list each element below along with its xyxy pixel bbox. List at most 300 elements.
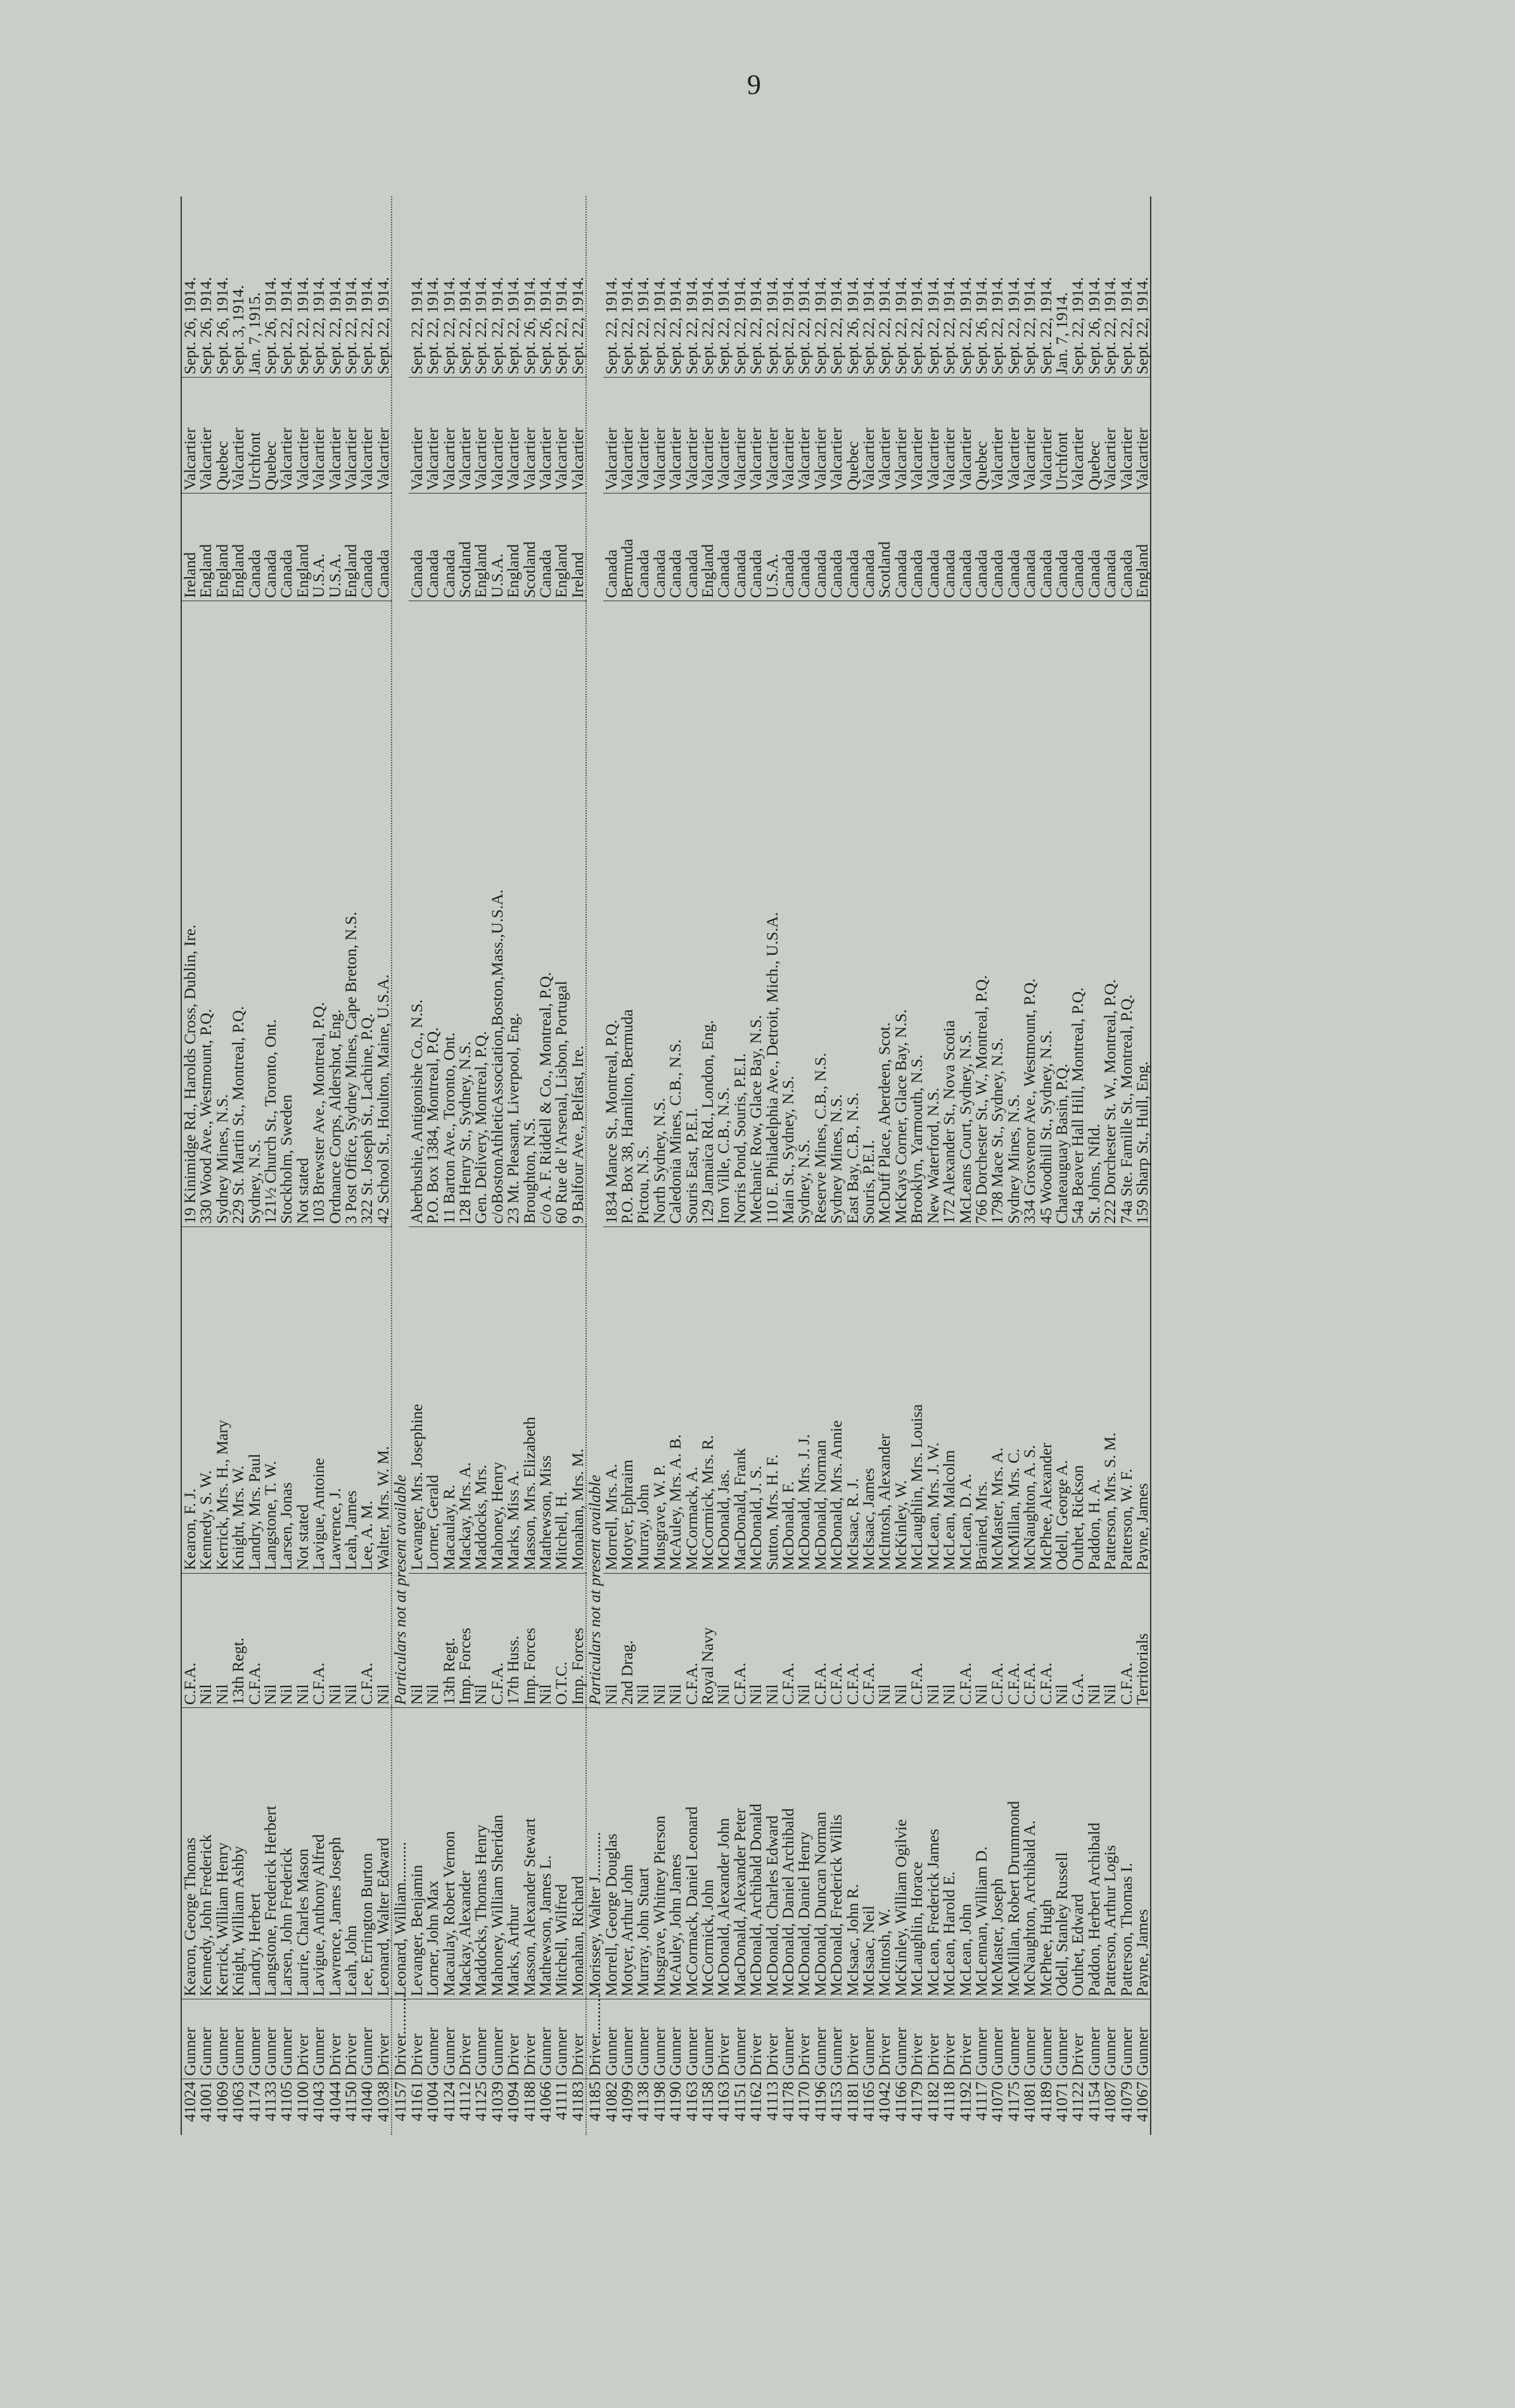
next-of-kin-cell: Knight, Mrs. W. <box>230 1226 246 1573</box>
table-row <box>230 196 246 2135</box>
regimental-number-cell: 41162 <box>748 2079 764 2135</box>
rank-cell: Driver <box>457 1999 473 2079</box>
name-cell: Patterson, Thomas I. <box>1118 1708 1134 1999</box>
country-of-birth-cell: Canada <box>684 494 700 601</box>
name-cell: Morissey, Walter J........... <box>586 1708 603 1999</box>
regimental-number-cell: 41039 <box>489 2079 505 2135</box>
regimental-number-cell: 41133 <box>262 2079 278 2135</box>
former-corps-cell: 17th Huss. <box>505 1573 521 1708</box>
address-of-next-of-kin-cell: 45 Woodhill St., Sydney, N.S. <box>1038 601 1054 1226</box>
place-of-enlistment-cell: Valcartier <box>1038 377 1054 493</box>
regimental-number-cell: 41189 <box>1038 2079 1054 2135</box>
country-of-birth-cell: Canada <box>715 494 731 601</box>
former-corps-cell: Imp. Forces <box>570 1573 586 1708</box>
next-of-kin-cell: Lee, A. M. <box>359 1226 374 1573</box>
address-of-next-of-kin-cell: Stockholm, Sweden <box>278 601 294 1226</box>
rank-cell: Gunner <box>278 1999 294 2079</box>
address-of-next-of-kin-cell: Chateauguay Basin, P.Q. <box>1054 601 1070 1226</box>
name-cell: McMaster, Joseph <box>989 1708 1005 1999</box>
former-corps-cell: Territorials <box>1134 1573 1151 1708</box>
name-cell: McIntosh, W. <box>876 1708 892 1999</box>
place-of-enlistment-cell: Valcartier <box>521 377 537 493</box>
table-row <box>327 196 343 2135</box>
table-row <box>278 196 294 2135</box>
address-of-next-of-kin-cell: P.O. Box 38, Hamilton, Bermuda <box>619 601 635 1226</box>
regimental-number-cell: 41181 <box>845 2079 860 2135</box>
country-of-birth-cell: England <box>553 494 569 601</box>
place-of-enlistment-cell: Valcartier <box>409 377 425 493</box>
next-of-kin-cell: Mahoney, Henry <box>489 1226 505 1573</box>
table-row <box>700 196 715 2135</box>
rank-cell: Driver <box>715 1999 731 2079</box>
regimental-number-cell: 41185 <box>586 2079 603 2135</box>
address-of-next-of-kin-cell: 1834 Mance St., Montreal, P.Q. <box>603 601 619 1226</box>
place-of-enlistment-cell: Valcartier <box>570 377 586 493</box>
rank-cell: Gunner <box>812 1999 828 2079</box>
next-of-kin-cell: Langstone, T. W. <box>262 1226 278 1573</box>
former-corps-cell: 2nd Drag. <box>619 1573 635 1708</box>
next-of-kin-cell: Landry, Mrs. Paul <box>246 1226 262 1573</box>
table-row <box>1054 196 1070 2135</box>
country-of-birth-cell: Canada <box>651 494 667 601</box>
next-of-kin-cell: McPhee, Alexander <box>1038 1226 1054 1573</box>
next-of-kin-cell: Musgrave, W. P. <box>651 1226 667 1573</box>
date-of-enlistment-cell: Sept. 26, 1914. <box>181 196 198 377</box>
rank-cell: Gunner <box>214 1999 230 2079</box>
table-row <box>570 196 586 2135</box>
date-of-enlistment-cell: Sept. 22, 1914. <box>714 277 733 374</box>
date-of-enlistment-cell: Sept. 22, 1914. <box>795 277 814 374</box>
country-of-birth-cell: Canada <box>635 494 651 601</box>
address-of-next-of-kin-cell: Souris, P.E.I. <box>860 601 876 1226</box>
regimental-number-cell: 41063 <box>230 2079 246 2135</box>
address-of-next-of-kin-cell: Ordnance Corps, Aldershot, Eng. <box>327 601 343 1226</box>
table-row <box>1102 196 1118 2135</box>
next-of-kin-cell: Brained, Mrs. <box>973 1226 989 1573</box>
place-of-enlistment-cell: Valcartier <box>876 377 892 493</box>
former-corps-cell: Royal Navy <box>700 1573 715 1708</box>
country-of-birth-cell: Scotland <box>876 494 892 601</box>
regimental-number-cell: 41024 <box>181 2079 198 2135</box>
table-row <box>1006 196 1021 2135</box>
former-corps-cell: O.T.C. <box>553 1573 569 1708</box>
place-of-enlistment-cell: Valcartier <box>441 377 457 493</box>
former-corps-cell: G.A. <box>1070 1573 1085 1708</box>
country-of-birth-cell: Canada <box>909 494 924 601</box>
date-of-enlistment-cell: Sept. 22, 1914. <box>891 277 910 374</box>
address-of-next-of-kin-cell: McKays Corner, Glace Bay, N.S. <box>893 601 909 1226</box>
table-row <box>715 196 731 2135</box>
former-corps-cell: Nil <box>375 1573 392 1708</box>
country-of-birth-cell: Canada <box>893 494 909 601</box>
name-cell: McAuley, John James <box>667 1708 683 1999</box>
name-cell: Landry, Herbert <box>246 1708 262 1999</box>
table-row <box>489 196 505 2135</box>
name-cell: Morrell, George Douglas <box>603 1708 619 1999</box>
name-cell: Motyer, Arthur John <box>619 1708 635 1999</box>
former-corps-cell: C.F.A. <box>989 1573 1005 1708</box>
regimental-number-cell: 41040 <box>359 2079 374 2135</box>
date-of-enlistment-cell: Sept. 22, 1914. <box>746 277 765 374</box>
place-of-enlistment-cell: Valcartier <box>1070 377 1085 493</box>
place-of-enlistment-cell: Valcartier <box>1021 377 1037 493</box>
address-of-next-of-kin-cell: Brooklyn, Yarmouth, N.S. <box>909 601 924 1226</box>
country-of-birth-cell: Canada <box>1038 494 1054 601</box>
regimental-number-cell: 41066 <box>537 2079 553 2135</box>
date-of-enlistment-cell: Sept. 22, 1914. <box>407 277 426 374</box>
next-of-kin-cell: Mackay, Mrs. A. <box>457 1226 473 1573</box>
table-row <box>505 196 521 2135</box>
former-corps-cell: Nil <box>603 1573 619 1708</box>
table-row <box>684 196 700 2135</box>
rank-cell: Gunner <box>1038 1999 1054 2079</box>
date-of-enlistment-cell: Sept. 26, 1914. <box>261 277 280 374</box>
former-corps-cell: Nil <box>425 1573 440 1708</box>
rank-cell: Gunner <box>860 1999 876 2079</box>
rank-cell: Driver <box>570 1999 586 2079</box>
place-of-enlistment-cell: Valcartier <box>989 377 1005 493</box>
country-of-birth-cell: Canada <box>359 494 374 601</box>
address-of-next-of-kin-cell: 128 Henry St., Sydney, N.S. <box>457 601 473 1226</box>
rank-cell: Driver <box>505 1999 521 2079</box>
address-of-next-of-kin-cell: 19 Kinimidge Rd., Harolds Cross, Dublin, Ire. <box>181 601 198 1226</box>
date-of-enlistment-cell: Sept. 22, 1914. <box>875 277 894 374</box>
former-corps-cell: Nil <box>748 1573 764 1708</box>
name-cell: Larsen, John Frederick <box>278 1708 294 1999</box>
name-cell: Mackay, Alexander <box>457 1708 473 1999</box>
rank-cell: Gunner <box>603 1999 619 2079</box>
regimental-number-cell: 41111 <box>553 2079 569 2135</box>
place-of-enlistment-cell: Valcartier <box>764 377 780 493</box>
next-of-kin-cell: Masson, Mrs. Elizabeth <box>521 1226 537 1573</box>
table-row <box>667 196 683 2135</box>
table-row <box>586 196 603 2135</box>
table-row <box>1038 196 1054 2135</box>
name-cell: Odell, Stanley Russell <box>1054 1708 1070 1999</box>
name-cell: McIsaac, John R. <box>845 1708 860 1999</box>
regimental-number-cell: 41196 <box>812 2079 828 2135</box>
date-of-enlistment-cell: Sept. 22, 1914. <box>309 277 328 374</box>
table-row <box>1134 196 1151 2135</box>
rank-cell: Gunner <box>1118 1999 1134 2079</box>
country-of-birth-cell: Canada <box>667 494 683 601</box>
place-of-enlistment-cell: Valcartier <box>1006 377 1021 493</box>
rank-cell: Driver <box>343 1999 359 2079</box>
place-of-enlistment-cell: Quebec <box>845 377 860 493</box>
table-row <box>828 196 844 2135</box>
rank-cell: Driver <box>941 1999 957 2079</box>
former-corps-cell: 13th Regt. <box>441 1573 457 1708</box>
table-row <box>1086 196 1102 2135</box>
date-of-enlistment-cell: Sept. 22, 1914. <box>1004 277 1023 374</box>
table-row <box>1118 196 1134 2135</box>
former-corps-cell: C.F.A. <box>780 1573 796 1708</box>
rank-cell: Driver <box>521 1999 537 2079</box>
table-row <box>780 196 796 2135</box>
date-of-enlistment-cell: Sept. 22, 1914. <box>956 277 975 374</box>
name-cell: Laurie, Charles Mason <box>295 1708 310 1999</box>
address-of-next-of-kin-cell: 766 Dorchester St., W., Montreal, P.Q. <box>973 601 989 1226</box>
table-row <box>359 196 374 2135</box>
name-cell: Maddocks, Thomas Henry <box>473 1708 489 1999</box>
next-of-kin-cell: Payne, James <box>1134 1226 1151 1573</box>
former-corps-cell: C.F.A. <box>1021 1573 1037 1708</box>
former-corps-cell: Nil <box>973 1573 989 1708</box>
regimental-number-cell: 41182 <box>925 2079 941 2135</box>
address-of-next-of-kin-cell: 54a Beaver Hall Hill, Montreal, P.Q. <box>1070 601 1085 1226</box>
place-of-enlistment-cell: Valcartier <box>310 377 326 493</box>
table-row <box>860 196 876 2135</box>
country-of-birth-cell: Canada <box>1006 494 1021 601</box>
name-cell: Monahan, Richard <box>570 1708 586 1999</box>
table-row <box>989 196 1005 2135</box>
table-row <box>198 196 214 2135</box>
date-of-enlistment-cell: Sept. 22, 1914. <box>1036 277 1055 374</box>
table-row <box>909 196 924 2135</box>
place-of-enlistment-cell: Quebec <box>262 377 278 493</box>
address-of-next-of-kin-cell: Sydney Mines, N.S. <box>828 601 844 1226</box>
name-cell: McLean, Harold E. <box>941 1708 957 1999</box>
rank-cell: Driver <box>876 1999 892 2079</box>
rank-cell: Driver <box>909 1999 924 2079</box>
particulars-note: Particulars not at present available <box>585 1474 604 1705</box>
table-row <box>473 196 489 2135</box>
next-of-kin-cell: Outhet, Rickson <box>1070 1226 1085 1573</box>
country-of-birth-cell: U.S.A. <box>489 494 505 601</box>
rank-cell: Driver <box>845 1999 860 2079</box>
date-of-enlistment-cell: Sept. 26, 1914. <box>520 277 539 374</box>
regimental-number-cell: 41044 <box>327 2079 343 2135</box>
rank-cell: Gunner <box>489 1999 505 2079</box>
place-of-enlistment-cell: Valcartier <box>909 377 924 493</box>
former-corps-cell: C.F.A. <box>684 1573 700 1708</box>
address-of-next-of-kin-cell: Sydney, N.S. <box>796 601 812 1226</box>
regimental-number-cell: 41170 <box>796 2079 812 2135</box>
table-row <box>764 196 780 2135</box>
date-of-enlistment-cell: Sept. 3, 1914. <box>229 285 248 374</box>
name-cell: Musgrave, Whitney Pierson <box>651 1708 667 1999</box>
date-of-enlistment-cell: Sept. 26, 1914. <box>196 277 215 374</box>
regimental-number-cell: 41082 <box>603 2079 619 2135</box>
date-of-enlistment-cell: Sept. 22, 1914. <box>762 277 781 374</box>
table-row <box>941 196 957 2135</box>
country-of-birth-cell: Canada <box>845 494 860 601</box>
rank-cell: Gunner <box>667 1999 683 2079</box>
country-of-birth-cell: England <box>473 494 489 601</box>
rank-cell: Driver <box>1070 1999 1085 2079</box>
address-of-next-of-kin-cell: 129 Jamaica Rd., London, Eng. <box>700 601 715 1226</box>
table-row <box>651 196 667 2135</box>
address-of-next-of-kin-cell: 322 St. Joseph St., Lachine, P.Q. <box>359 601 374 1226</box>
next-of-kin-cell: McDonald, Mrs. J. J. <box>796 1226 812 1573</box>
date-of-enlistment-cell: Sept. 22, 1914. <box>455 277 474 374</box>
date-of-enlistment-cell: Sept. 22, 1914. <box>617 277 636 374</box>
former-corps-cell: Nil <box>214 1573 230 1708</box>
regimental-number-cell: 41122 <box>1070 2079 1085 2135</box>
regimental-number-cell: 41192 <box>957 2079 973 2135</box>
country-of-birth-cell: Canada <box>262 494 278 601</box>
date-of-enlistment-cell: Sept. 22, 1914. <box>1116 277 1135 374</box>
place-of-enlistment-cell: Valcartier <box>732 377 748 493</box>
regimental-number-cell: 41038 <box>375 2079 392 2135</box>
regimental-number-cell: 41094 <box>505 2079 521 2135</box>
rank-cell: Gunner <box>473 1999 489 2079</box>
next-of-kin-cell: McLaughlin, Mrs. Louisa <box>909 1226 924 1573</box>
next-of-kin-cell: Morrell, Mrs. A. <box>603 1226 619 1573</box>
regimental-number-cell: 41001 <box>198 2079 214 2135</box>
address-of-next-of-kin-cell: Not stated <box>295 601 310 1226</box>
next-of-kin-cell: McMaster, Mrs. A. <box>989 1226 1005 1573</box>
place-of-enlistment-cell: Valcartier <box>1134 377 1151 493</box>
former-corps-cell: Imp. Forces <box>457 1573 473 1708</box>
next-of-kin-cell: McNaughton, A. S. <box>1021 1226 1037 1573</box>
address-of-next-of-kin-cell: 60 Rue de l'Arsenal, Lisbon, Portugal <box>553 601 569 1226</box>
regimental-number-cell: 41174 <box>246 2079 262 2135</box>
address-of-next-of-kin-cell: McDuff Place, Aberdeen, Scot. <box>876 601 892 1226</box>
country-of-birth-cell: England <box>1134 494 1151 601</box>
name-cell: Marks, Arthur <box>505 1708 521 1999</box>
next-of-kin-cell: Kerrick, Mrs. H., Mary <box>214 1226 230 1573</box>
date-of-enlistment-cell: Sept. 26, 1914. <box>535 277 554 374</box>
rank-cell: Gunner <box>1086 1999 1102 2079</box>
former-corps-cell: Nil <box>925 1573 941 1708</box>
address-of-next-of-kin-cell: North Sydney, N.S. <box>651 601 667 1226</box>
former-corps-cell: C.F.A. <box>489 1573 505 1708</box>
name-cell: McIsaac, Neil <box>860 1708 876 1999</box>
address-of-next-of-kin-cell: 42 School St., Houlton, Maine, U.S.A. <box>375 601 392 1226</box>
address-of-next-of-kin-cell: Norris Pond, Souris, P.E.I. <box>732 601 748 1226</box>
regimental-number-cell: 41042 <box>876 2079 892 2135</box>
address-of-next-of-kin-cell: Gen. Delivery, Montreal, P.Q. <box>473 601 489 1226</box>
place-of-enlistment-cell: Quebec <box>973 377 989 493</box>
name-cell: Leah, John <box>343 1708 359 1999</box>
next-of-kin-cell: Paddon, H. A. <box>1086 1226 1102 1573</box>
place-of-enlistment-cell: Valcartier <box>230 377 246 493</box>
date-of-enlistment-cell: Sept. 22, 1914. <box>1068 277 1087 374</box>
name-cell: MacDonald, Alexander Peter <box>732 1708 748 1999</box>
date-of-enlistment-cell: Sept. 22, 1914. <box>810 277 829 374</box>
name-cell: Mitchell, Wilfred <box>553 1708 569 1999</box>
table-row <box>973 196 989 2135</box>
address-of-next-of-kin-cell: 110 E. Philadelphia Ave., Detroit, Mich., U.S.A. <box>764 601 780 1226</box>
next-of-kin-cell: Patterson, W. F. <box>1118 1226 1134 1573</box>
date-of-enlistment-cell: Sept. 26, 1914. <box>971 277 990 374</box>
rank-cell: Gunner <box>973 1999 989 2079</box>
address-of-next-of-kin-cell: New Waterford, N.S. <box>925 601 941 1226</box>
date-of-enlistment-cell: Sept. 22, 1914. <box>552 277 571 374</box>
country-of-birth-cell: Canada <box>957 494 973 601</box>
next-of-kin-cell: McDonald, J. S. <box>748 1226 764 1573</box>
name-cell: McDonald, Archibald Donald <box>748 1708 764 1999</box>
place-of-enlistment-cell: Valcartier <box>278 377 294 493</box>
address-of-next-of-kin-cell: 1798 Mace St., Sydney, N.S. <box>989 601 1005 1226</box>
former-corps-cell: Imp. Forces <box>521 1573 537 1708</box>
rank-cell: Driver <box>764 1999 780 2079</box>
name-cell: McCormick, John <box>700 1708 715 1999</box>
table-row <box>748 196 764 2135</box>
address-of-next-of-kin-cell: 11 Barton Ave., Toronto, Ont. <box>441 601 457 1226</box>
former-corps-cell: Nil <box>1102 1573 1118 1708</box>
former-corps-cell: Nil <box>262 1573 278 1708</box>
address-of-next-of-kin-cell: 229 St. Martin St., Montreal, P.Q. <box>230 601 246 1226</box>
table-row <box>425 196 440 2135</box>
rank-cell: Gunner <box>1054 1999 1070 2079</box>
table-row <box>1021 196 1037 2135</box>
date-of-enlistment-cell: Jan. 7, 1914. <box>1052 292 1071 374</box>
country-of-birth-cell: U.S.A. <box>327 494 343 601</box>
name-cell: Masson, Alexander Stewart <box>521 1708 537 1999</box>
next-of-kin-cell: Mathewson, Miss <box>537 1226 553 1573</box>
rank-cell: Driver <box>409 1999 425 2079</box>
former-corps-cell: C.F.A. <box>1118 1573 1134 1708</box>
former-corps-cell: Nil <box>651 1573 667 1708</box>
date-of-enlistment-cell: Sept. 22, 1914. <box>859 277 878 374</box>
former-corps-cell: Nil <box>473 1573 489 1708</box>
regimental-number-cell: 41138 <box>635 2079 651 2135</box>
address-of-next-of-kin-cell: Broughton, N.S. <box>521 601 537 1226</box>
former-corps-cell: Nil <box>537 1573 553 1708</box>
regimental-number-cell: 41099 <box>619 2079 635 2135</box>
rank-cell: Driver <box>748 1999 764 2079</box>
regimental-number-cell: 41125 <box>473 2079 489 2135</box>
date-of-enlistment-cell: Sept. 22, 1914. <box>923 277 942 374</box>
regimental-number-cell: 41161 <box>409 2079 425 2135</box>
place-of-enlistment-cell: Valcartier <box>748 377 764 493</box>
address-of-next-of-kin-cell: c/oBostonAthleticAssociation,Boston,Mass.,U.S.A. <box>489 601 505 1226</box>
name-cell: McKinley, William Ogilvie <box>893 1708 909 1999</box>
address-of-next-of-kin-cell: 74a Ste. Famille St., Montreal, P.Q. <box>1118 601 1134 1226</box>
place-of-enlistment-cell: Valcartier <box>553 377 569 493</box>
country-of-birth-cell: Canada <box>732 494 748 601</box>
date-of-enlistment-cell: Sept. 22, 1914. <box>601 277 620 374</box>
place-of-enlistment-cell: Valcartier <box>1102 377 1118 493</box>
next-of-kin-cell: Lawrence, J. <box>327 1226 343 1573</box>
address-of-next-of-kin-cell: c/o A. F. Riddell & Co., Montreal, P.Q. <box>537 601 553 1226</box>
address-of-next-of-kin-cell: 330 Wood Ave., Westmount, P.Q. <box>198 601 214 1226</box>
former-corps-cell: Nil <box>327 1573 343 1708</box>
former-corps-cell: C.F.A. <box>909 1573 924 1708</box>
date-of-enlistment-cell: Sept. 22, 1914. <box>730 277 749 374</box>
date-of-enlistment-cell: Sept. 22, 1914. <box>988 277 1007 374</box>
rank-cell: Gunner <box>310 1999 326 2079</box>
name-cell: Kearon, George Thomas <box>181 1708 198 1999</box>
next-of-kin-cell: Not stated <box>295 1226 310 1573</box>
place-of-enlistment-cell: Valcartier <box>425 377 440 493</box>
name-cell: McPhee, Hugh <box>1038 1708 1054 1999</box>
date-of-enlistment-cell: Jan. 7, 1915. <box>245 292 264 374</box>
table-row <box>214 196 230 2135</box>
rank-cell: Gunner <box>651 1999 667 2079</box>
date-of-enlistment-cell: Sept. 22, 1914. <box>1020 277 1039 374</box>
date-of-enlistment-cell: Sept. 22, 1914. <box>423 277 442 374</box>
place-of-enlistment-cell: Valcartier <box>651 377 667 493</box>
country-of-birth-cell: Ireland <box>181 494 198 601</box>
name-cell: Patterson, Arthur Logis <box>1102 1708 1118 1999</box>
name-cell: Paddon, Herbert Archibald <box>1086 1708 1102 1999</box>
former-corps-cell: Nil <box>295 1573 310 1708</box>
regimental-number-cell: 41079 <box>1118 2079 1134 2135</box>
regimental-number-cell: 41067 <box>1134 2079 1151 2135</box>
table-row <box>392 196 408 2135</box>
regimental-number-cell: 41004 <box>425 2079 440 2135</box>
next-of-kin-cell: MacDonald, Frank <box>732 1226 748 1573</box>
country-of-birth-cell: Canada <box>441 494 457 601</box>
next-of-kin-cell: Kearon, F. J. <box>181 1226 198 1573</box>
place-of-enlistment-cell: Valcartier <box>375 377 392 493</box>
regimental-number-cell: 41154 <box>1086 2079 1102 2135</box>
date-of-enlistment-cell: Sept. 22, 1914. <box>570 196 586 377</box>
rank-cell: Gunner <box>441 1999 457 2079</box>
